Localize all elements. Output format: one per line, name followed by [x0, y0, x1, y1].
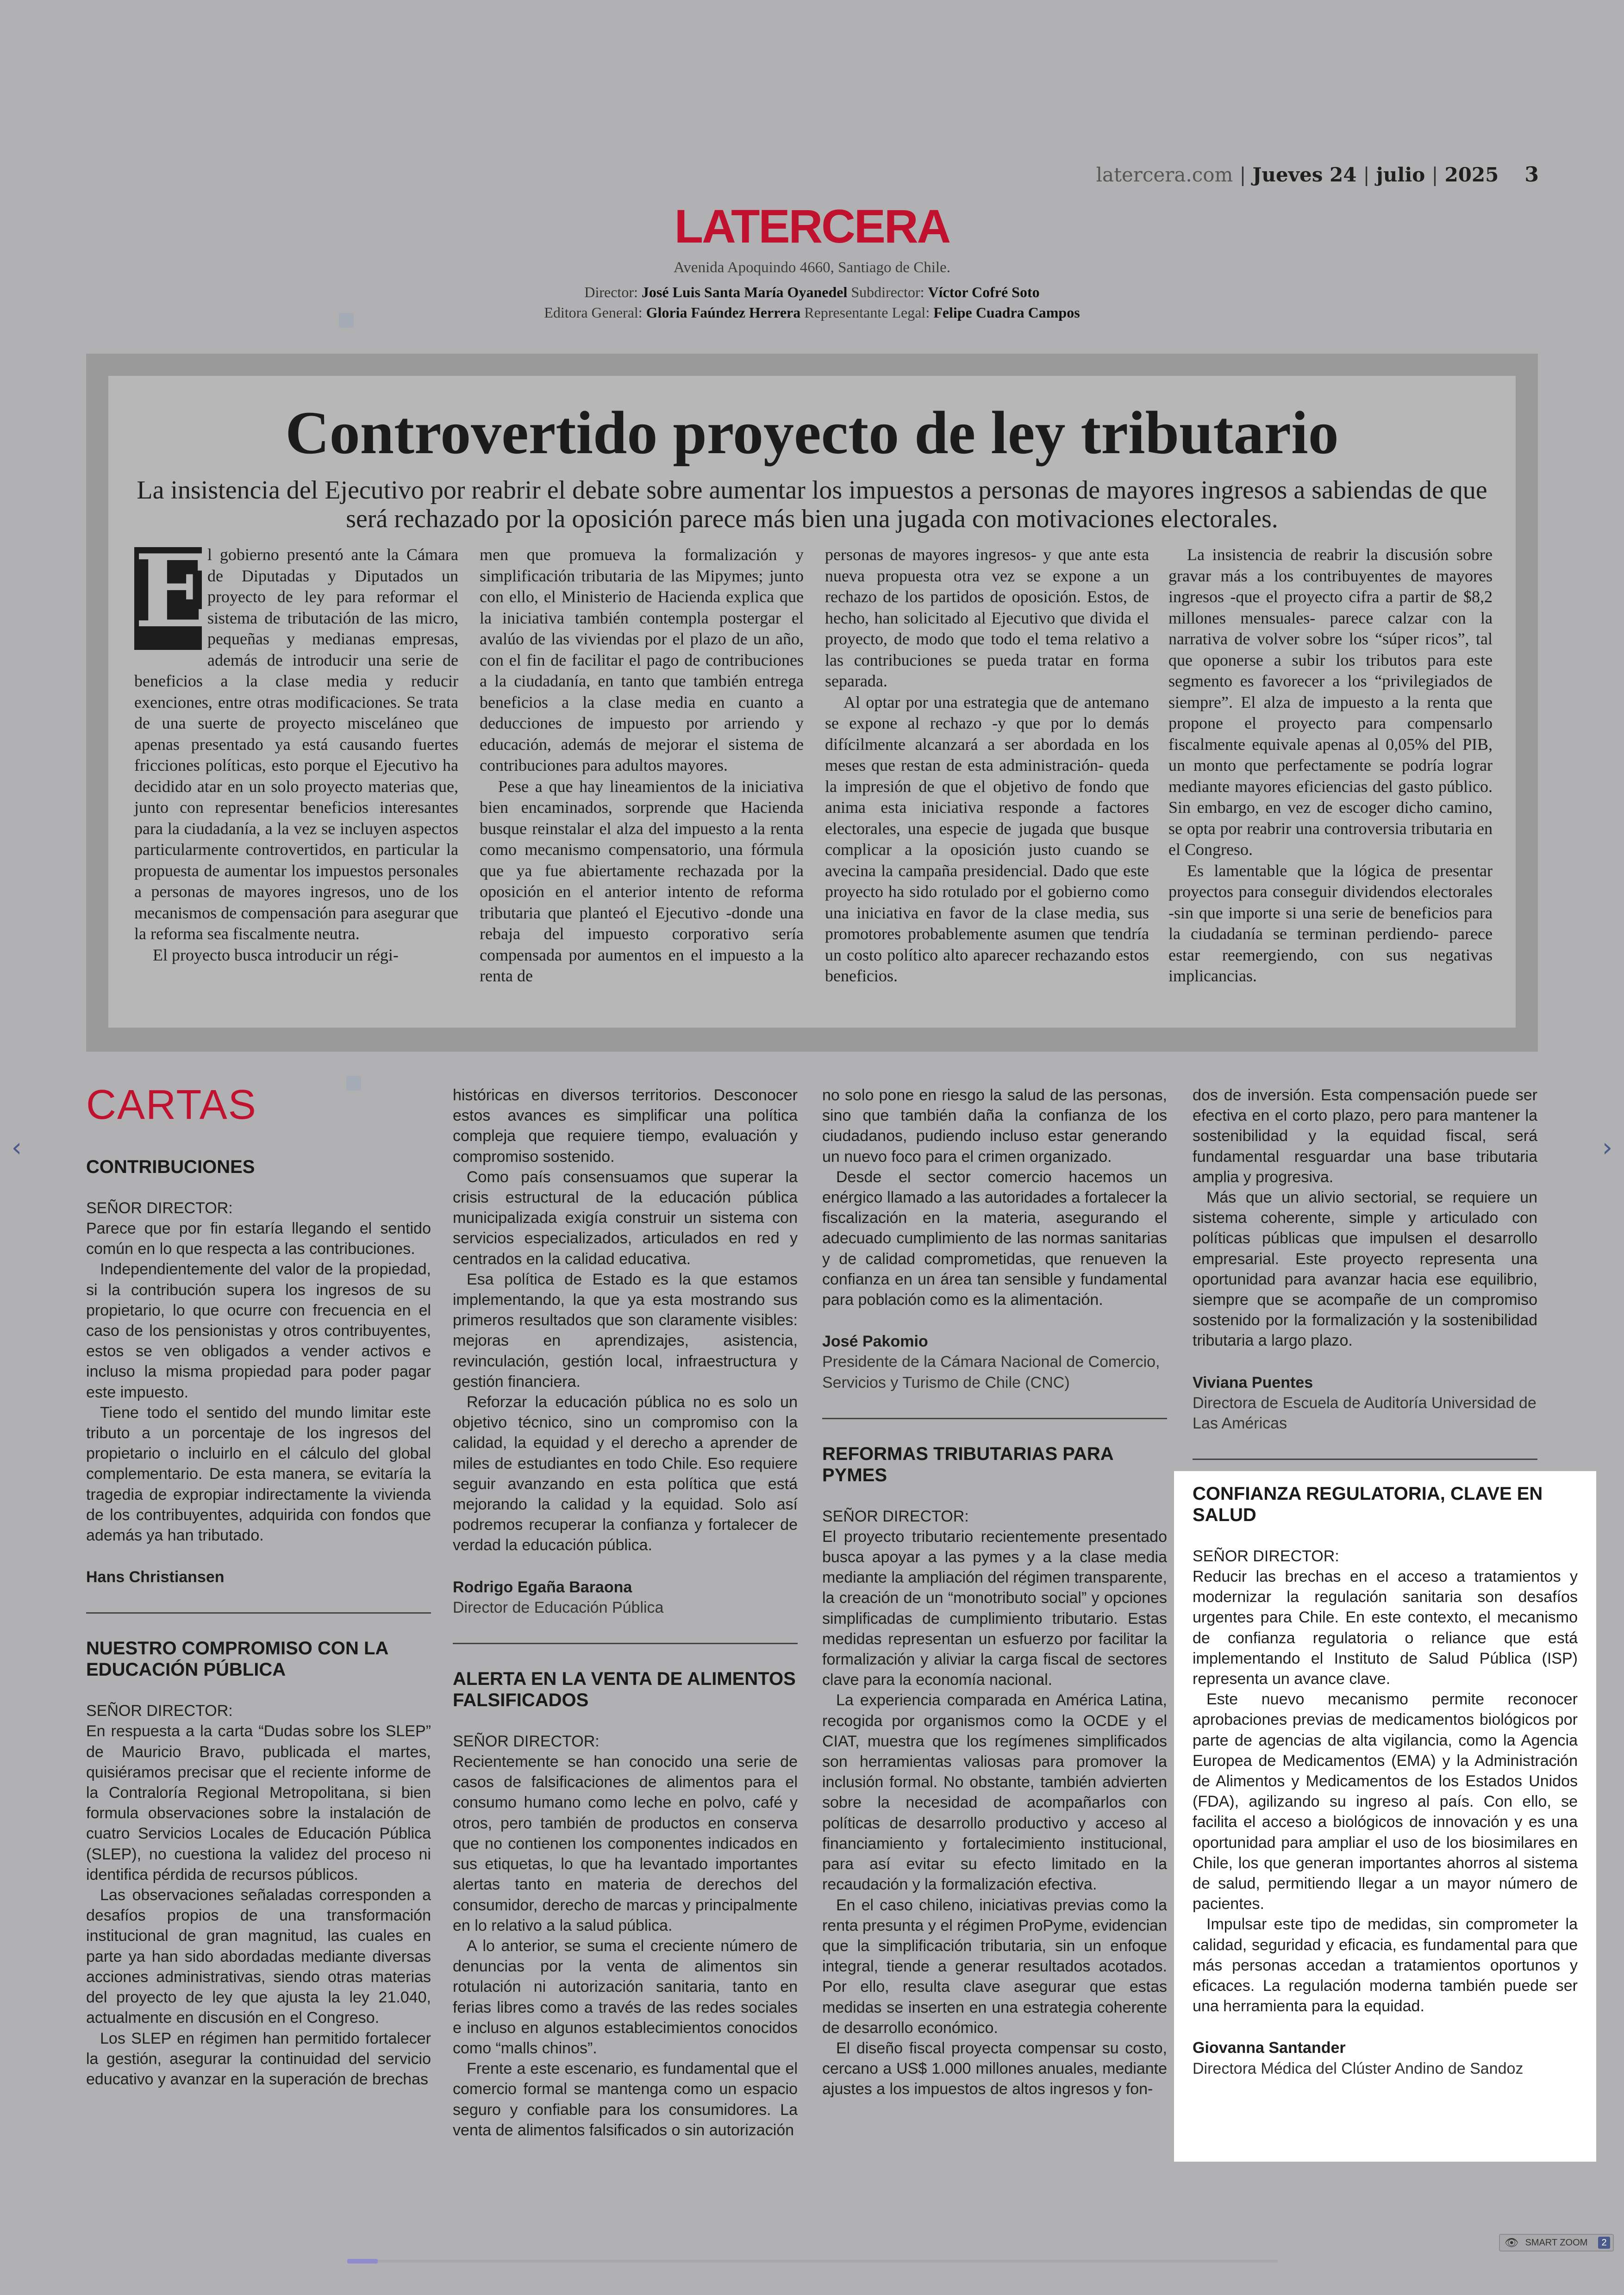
header-separator: | — [1363, 163, 1370, 186]
letter-paragraph: Frente a este escenario, es fundamental que el comercio formal se mantenga como un espacio seguro y confiable para los consumidores. La venta de alimentos falsificados o sin autorización — [453, 2060, 798, 2139]
featured-letter-box — [1174, 1471, 1596, 2162]
letter-paragraph: Reforzar la educación pública no es solo un objetivo técnico, sino un compromiso con la calidad, la equidad y el derecho a aprender de miles de estudiantes en todo Chile. Eso requiere seguir avanzando en esta política que está mejorando la calidad y la equidad. Solo así podremos recuperar la confianza y fortalecer de verdad la educación pública. — [453, 1393, 798, 1554]
letter-paragraph: Como país consensuamos que superar la crisis estructural de la educación pública municipalizada exigía construir un sistema con servicios especializados, articulados en red y centrados en la calidad educativa. — [453, 1168, 798, 1268]
letter-signature: Viviana Puentes — [1193, 1373, 1313, 1391]
letter-paragraph: El proyecto tributario recientemente presentado busca apoyar a las pymes y a la clase media mediante la ampliación del régimen transparente, la creación de un “monotributo social” y opciones simplificadas de cumplimiento tributario. Estas medidas representan un esfuerzo por facilitar la formalización y aliviar la carga fiscal de sectores clave para la economía nacional. — [822, 1528, 1167, 1689]
letter-paragraph: Desde el sector comercio hacemos un enérgico llamado a las autoridades a fortalecer la fiscalización en la materia, asegurando el adecuado cumplimiento de las normas sanitarias y de calidad comprometidas, que renueven la confianza en un área tan sensible y fundamental para población como es la alimentación. — [822, 1168, 1167, 1309]
editorial-paragraph: Pese a que hay lineamientos de la iniciativa bien encaminados, sorprende que Hacienda busque reinstalar el alza del impuesto a la renta como mecanismo compensatorio, una fórmula que ya fue abiertamente rechazada por la oposición en el anterior intento de reforma tributaria que planteó el Ejecutivo -donde una rebaja del impuesto corporativo sería compensada por aumentos en el impuesto a la renta de — [480, 777, 804, 985]
letter-author-role: Directora de Escuela de Auditoría Universidad de Las Américas — [1193, 1394, 1537, 1433]
letter-headline: CONFIANZA REGULATORIA, CLAVE EN SALUD — [1193, 1484, 1543, 1525]
editorial-column-3 — [825, 544, 1149, 987]
letter-headline: NUESTRO COMPROMISO CON LA EDUCACIÓN PÚBLICA — [86, 1638, 388, 1680]
letter-signature: Hans Christiansen — [86, 1568, 225, 1586]
letter-paragraph: Este nuevo mecanismo permite reconocer aprobaciones previas de medicamentos biológicos por parte de agencias de alta vigilancia, como la Agencia Europea de Medicamentos (EMA) y la Administración de Alimentos y Medicamentos de los Estados Unidos (FDA), agilizando su ingreso al país. Con ello, se facilita el acceso a biológicos de innovación y es una oportunidad para ampliar el uso de los biosimilares en Chile, los que generan importantes ahorros al sistema de salud, permitiendo llegar a un mayor número de pacientes. — [1193, 1690, 1578, 1913]
editorial-paragraph: El proyecto busca introducir un régi- — [153, 945, 399, 964]
page-header — [1096, 163, 1539, 187]
letter-paragraph: Impulsar este tipo de medidas, sin comprometer la calidad, seguridad y eficacia, es fundamental para que más personas accedan a tratamientos oportunos y eficaces. La regulación moderna también puede ser una herramienta para la equidad. — [1193, 1915, 1578, 2015]
chevron-left-icon[interactable]: ‹ — [11, 1133, 22, 1163]
letter-paragraph: Más que un alivio sectorial, se requiere un sistema coherente, simple y articulado con políticas públicas que impulsen el desarrollo empresarial. Este proyecto representa una oportunidad para avanzar hacia ese equilibrio, siempre que se acompañe de un compromiso sostenido por la formalización y la sostenibilidad tributaria a largo plazo. — [1193, 1189, 1537, 1350]
letter-divider — [453, 1643, 798, 1644]
letter-author-role: Director de Educación Pública — [453, 1598, 664, 1616]
subdirector-label: Subdirector: — [851, 284, 924, 300]
editorial-title: Controvertido proyecto de ley tributario — [285, 399, 1339, 467]
editorial-paragraph: personas de mayores ingresos- y que ante esta nueva propuesta otra vez se expone a un rechazo de los partidos de oposición. Estos, de hecho, han solicitado al Ejecutivo que divida el proyecto, de modo que todo el tema relativo a las contribuciones se pueda tratar en forma separada. — [825, 545, 1149, 690]
letter-paragraph: En el caso chileno, iniciativas previas como la renta presunta y el régimen ProPyme, evidencian que la simplificación tributaria, sin un enfoque integral, tiende a generar resultados acotados. Por ello, resulta clave asegurar que estas medidas se inserten en una estrategia coherente de desarrollo económico. — [822, 1896, 1167, 2037]
header-day: Jueves 24 — [1252, 163, 1357, 186]
letters-column-2 — [453, 1085, 798, 2140]
drop-cap: E — [134, 532, 211, 650]
header-separator: | — [1431, 163, 1438, 186]
director-name: José Luis Santa María Oyanedel — [641, 284, 848, 300]
letter-paragraph: El diseño fiscal proyecta compensar su costo, cercano a US$ 1.000 millones anuales, mediante ajustes a los impuestos de altos ingresos y fon- — [822, 2039, 1167, 2098]
chevron-right-icon[interactable]: › — [1602, 1133, 1613, 1163]
letter-paragraph: Reducir las brechas en el acceso a tratamientos y modernizar la regulación sanitaria son desafíos urgentes para Chile. En este contexto, el mecanismo de confianza regulatoria o reliance que está implementando el Instituto de Salud Pública (ISP) representa un avance clave. — [1193, 1568, 1578, 1688]
masthead-staff — [0, 282, 1624, 323]
letter-author-role: Directora Médica del Clúster Andino de Sandoz — [1193, 2059, 1524, 2077]
header-month: julio — [1376, 163, 1425, 186]
letter-salutation: SEÑOR DIRECTOR: — [86, 1702, 233, 1720]
director-label: Director: — [584, 284, 638, 300]
letter-signature: José Pakomio — [822, 1333, 928, 1351]
letter-salutation: SEÑOR DIRECTOR: — [822, 1507, 969, 1525]
letter-paragraph: Independientemente del valor de la propiedad, si la contribución supera los ingresos de su propietario, lo que ocurre con frecuencia en el caso de los pensionistas y otros contribuyentes, estos se ven obligados a vender activos e incluso la misma propiedad para poder pagar este impuesto. — [86, 1260, 431, 1401]
editorial-paragraph: men que promueva la formalización y simplificación tributaria de las Mipymes; junto con ello, el Ministerio de Hacienda explica que la iniciativa también contempla postergar el avalúo de las viviendas por el plazo de un año, con el fin de facilitar el pago de contribuciones a la ciudadanía, en tanto que también entrega beneficios a la clase media en cuanto a deducciones de impuesto por arriendo y educación, además de mejorar el sistema de contribuciones para adultos mayores. — [480, 545, 804, 774]
smart-zoom-button[interactable] — [1499, 2234, 1614, 2251]
editorial-column-1 — [134, 532, 458, 966]
letter-salutation: SEÑOR DIRECTOR: — [453, 1733, 600, 1751]
smart-zoom-badge: 2 — [1598, 2237, 1610, 2249]
letter-signature: Rodrigo Egaña Baraona — [453, 1578, 632, 1596]
section-title: CARTAS — [86, 1082, 257, 1128]
letter-divider — [1193, 1459, 1537, 1460]
legal-name: Felipe Cuadra Campos — [933, 304, 1080, 321]
legal-label: Representante Legal: — [804, 304, 930, 321]
letter-paragraph: Las observaciones señaladas corresponden a desafíos propios de una transformación institucional de gran magnitud, las cuales en parte ya han sido abordadas mediante diversas acciones administrativas, siendo otras materias del proyecto de ley que ajusta la ley 21.040, actualmente en discusión en el Congreso. — [86, 1886, 431, 2027]
header-separator: | — [1239, 163, 1246, 186]
subdirector-name: Víctor Cofré Soto — [928, 284, 1040, 300]
letter-paragraph: Tiene todo el sentido del mundo limitar este tributo a un porcentaje de los ingresos del propietario o incluirlo en el cálculo del global complementario. De esta manera, se evitaría la tragedia de expropiar indirectamente la vivienda de los contribuyentes, adquirida con fondos que además ya han tributado. — [86, 1403, 431, 1545]
letter-paragraph: Esa política de Estado es la que estamos implementando, la que ya esta mostrando sus primeros resultados que son claramente visibles: mejoras en aprendizajes, asistencia, revinculación, gestión local, infraestructura y gestión financiera. — [453, 1270, 798, 1391]
editorial-paragraph: Al optar por una estrategia que de antemano se expone al rechazo -y que por lo demás difícilmente alcanzará a ser abordada en los meses que restan de esta administración- queda la impresión de que el objetivo de fondo que anima esta iniciativa responde a factores electorales, una especie de jugada que busque complicar a la oposición justo cuando se avecina la campaña presidencial. Dado que este proyecto ha sido rotulado por el gobierno como una iniciativa en favor de la clase media, sus promotores probablemente asumen que tendría un costo político alto aparecer rechazando estos beneficios. — [825, 692, 1149, 985]
letter-paragraph: Los SLEP en régimen han permitido fortalecer la gestión, asegurar la continuidad del servicio educativo y avanzar en la superación de brechas — [86, 2029, 431, 2088]
header-year: 2025 — [1444, 163, 1499, 186]
letter-salutation: SEÑOR DIRECTOR: — [86, 1199, 233, 1217]
masthead — [0, 200, 1624, 323]
editorial-column-2 — [480, 544, 804, 987]
region-marker-icon[interactable] — [339, 313, 354, 328]
editorial-box[interactable] — [86, 354, 1538, 1052]
letter-salutation: SEÑOR DIRECTOR: — [1193, 1547, 1339, 1565]
letter-paragraph: no solo pone en riesgo la salud de las personas, sino que también daña la confianza de los ciudadanos, pudiendo incluso estar generando un nuevo foco para el crimen organizado. — [822, 1086, 1167, 1166]
letters-column-1 — [86, 1156, 431, 2089]
masthead-address: Avenida Apoquindo 4660, Santiago de Chile. — [674, 259, 950, 276]
letter-signature: Giovanna Santander — [1193, 2039, 1346, 2057]
smart-zoom-label: SMART ZOOM — [1525, 2237, 1588, 2248]
region-marker-icon[interactable] — [346, 1076, 361, 1091]
eye-icon: 👁 — [1505, 2236, 1519, 2249]
letters-column-3 — [822, 1085, 1167, 2100]
letter-paragraph: A lo anterior, se suma el creciente número de denuncias por la venta de alimentos sin rotulación ni autorización sanitaria, tanto en ferias libres como a través de las redes sociales e incluso en algunos establecimientos conocidos como “malls chinos”. — [453, 1937, 798, 2057]
letter-paragraph: Recientemente se han conocido una serie de casos de falsificaciones de alimentos para el consumo humano como leche en polvo, café y otros, pero también de productos en conserva que no contienen los componentes indicados en sus etiquetas, lo que ha levantado importantes alertas tanto en materia de derechos del consumidor, derecho de marcas y principalmente en lo relativo a la salud pública. — [453, 1753, 798, 1934]
editorial-inner — [108, 376, 1516, 1028]
editor-name: Gloria Faúndez Herrera — [646, 304, 801, 321]
horizontal-scrollbar[interactable] — [347, 2260, 1278, 2263]
editor-label: Editora General: — [544, 304, 643, 321]
newspaper-logo: LATERCERA — [674, 200, 950, 253]
featured-letter — [1193, 1483, 1578, 2079]
scrollbar-thumb[interactable] — [347, 2259, 378, 2264]
letter-headline: ALERTA EN LA VENTA DE ALIMENTOS FALSIFICADOS — [453, 1669, 796, 1711]
letters-column-4 — [1193, 1085, 1537, 1460]
editorial-lead: La insistencia del Ejecutivo por reabrir el debate sobre aumentar los impuestos a personas de mayores ingresos a sabiendas de que será rechazado por la oposición parece más bien una jugada con motivaciones electorales. — [137, 476, 1487, 533]
letter-paragraph: Parece que por fin estaría llegando el sentido común en lo que respecta a las contribuciones. — [86, 1220, 431, 1258]
letter-paragraph: históricas en diversos territorios. Desconocer estos avances es simplificar una política compleja que requiere tiempo, evaluación y compromiso sostenido. — [453, 1086, 798, 1166]
letter-paragraph: dos de inversión. Esta compensación puede ser efectiva en el corto plazo, pero para mantener la sostenibilidad y la equidad fiscal, será fundamental resguardar una base tributaria amplia y progresiva. — [1193, 1086, 1537, 1186]
page-number: 3 — [1524, 163, 1539, 187]
editorial-paragraph: l gobierno presentó ante la Cámara de Diputadas y Diputados un proyecto de ley para reformar el sistema de tributación de las micro, pequeñas y medianas empresas, además de introducir una serie de beneficios a la clase media y reducir exenciones, entre otras modificaciones. Se trata de una suerte de proyecto misceláneo que apenas presentado ya está causando fuertes fricciones políticas, esto porque el Ejecutivo ha decidido atar en un solo proyecto materias que, junto con representar beneficios interesantes para la ciudadanía, a la vez se incluyen aspectos particularmente controvertidos, en particular la propuesta de aumentar los impuestos personales a personas de mayores ingresos, uno de los mecanismos de compensación para asegurar que la reforma sea fiscalmente neutra. — [134, 545, 458, 943]
editorial-paragraph: La insistencia de reabrir la discusión sobre gravar más a los contribuyentes de mayores ingresos -que el proyecto cifra a partir de $8,2 millones mensuales- parece calzar con la narrativa de volver sobre los “súper ricos”, tal que oponerse a subir los tributos para este segmento es favorecer a los “privilegiados de siempre”. El alza de impuesto a la renta que propone el proyecto para compensarlo fiscalmente equivale apenas al 0,05% del PIB, un monto que perfectamente se podría lograr mediante mayores eficiencias del gasto público. Sin embargo, en vez de escoger dicho camino, se opta por reabrir una controversia tributaria en el Congreso. — [1168, 545, 1493, 859]
letter-paragraph: La experiencia comparada en América Latina, recogida por organismos como la OCDE y el CIAT, muestra que los regímenes simplificados son herramientas valiosas para promover la inclusión formal. No obstante, también advierten sobre la necesidad de acompañarlos con políticas de desarrollo productivo y acceso al financiamiento y fortalecimiento institucional, para así evitar su efecto limitado en la recaudación y la formalización efectiva. — [822, 1691, 1167, 1894]
letter-headline: REFORMAS TRIBUTARIAS PARA PYMES — [822, 1443, 1113, 1485]
letter-divider — [822, 1418, 1167, 1419]
letter-headline: CONTRIBUCIONES — [86, 1157, 255, 1177]
editorial-column-4 — [1168, 544, 1493, 987]
letter-paragraph: En respuesta a la carta “Dudas sobre los SLEP” de Mauricio Bravo, publicada el martes, quisiéramos precisar que el reciente informe de la Contraloría Regional Metropolitana, si bien formula observaciones sobre la instalación de cuatro Servicios Locales de Educación Pública (SLEP), no cuestiona la validez del proceso ni identifica pérdida de recursos públicos. — [86, 1722, 431, 1883]
letter-author-role: Presidente de la Cámara Nacional de Comercio, Servicios y Turismo de Chile (CNC) — [822, 1353, 1160, 1391]
letter-divider — [86, 1612, 431, 1614]
site-url: latercera.com — [1096, 163, 1233, 186]
editorial-paragraph: Es lamentable que la lógica de presentar proyectos para conseguir dividendos electorales -sin que importe si una serie de beneficios para la ciudadanía se terminan perdiendo- parece estar reemergiendo, con sus negativas implicancias. — [1168, 861, 1493, 985]
